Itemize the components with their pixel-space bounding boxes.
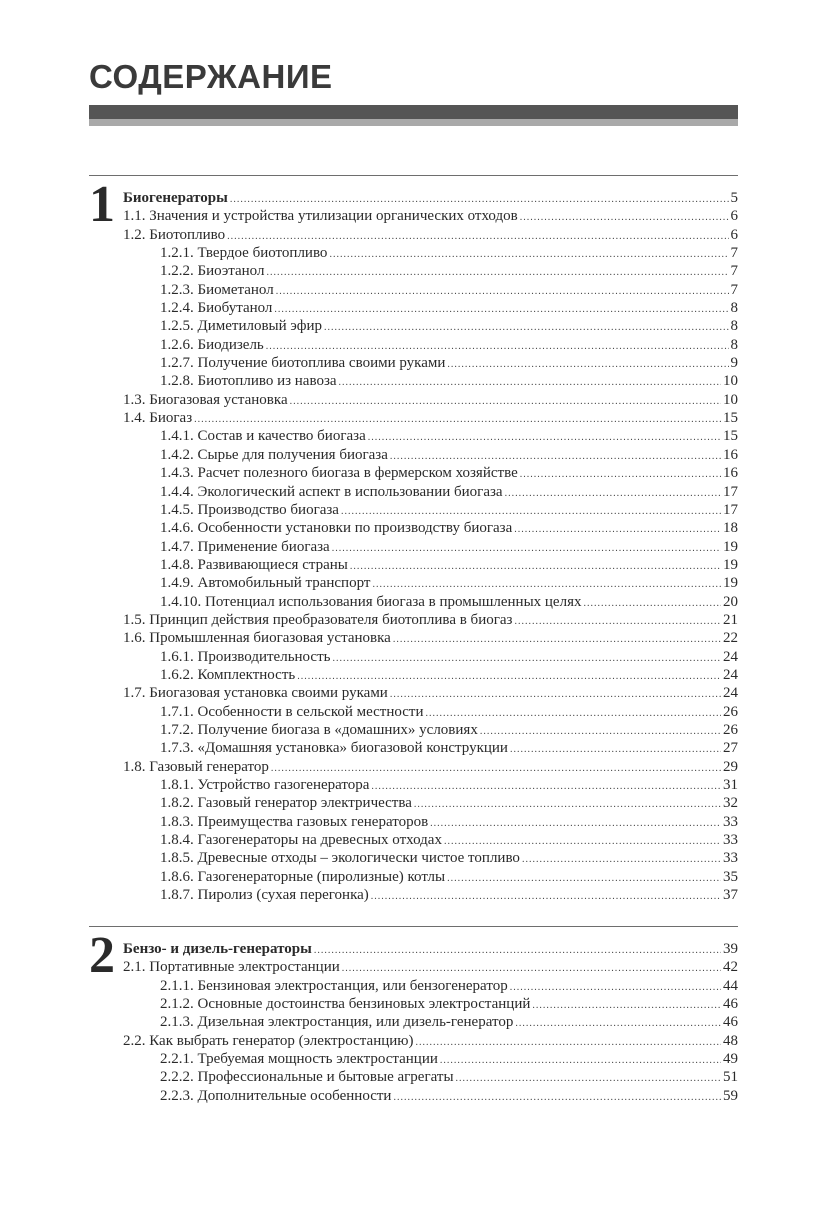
chapter-section [89,175,738,905]
toc-entry[interactable] [123,958,738,976]
dot-leader [510,979,721,997]
toc-entry-title: 2.2.1. Требуемая мощность электростанции [160,1051,438,1068]
dot-leader [440,1052,721,1070]
toc-entry-page: 37 [723,887,738,904]
toc-entry-page: 8 [730,336,738,353]
dot-leader [532,997,721,1015]
toc-entry[interactable] [123,868,738,886]
chapter-section [89,926,738,1116]
dot-leader [290,393,721,411]
toc-entry[interactable] [123,281,738,299]
toc-entry-title: 1.2.1. Твердое биотопливо [160,245,328,262]
toc-entry-page: 20 [723,593,738,610]
toc-entry-title: 1.2.8. Биотопливо из навоза [160,373,337,390]
toc-entry-title: 1.8.5. Древесные отходы – экологически чистое топливо [160,850,520,867]
toc-entry[interactable] [123,372,738,390]
toc-entry[interactable] [123,977,738,995]
toc-entry-page: 17 [723,501,738,518]
toc-entry-page: 33 [723,813,738,830]
toc-entry-page: 26 [723,703,738,720]
dot-leader [583,595,721,613]
toc-entry[interactable] [123,244,738,262]
dot-leader [390,686,721,704]
toc-entry[interactable] [123,703,738,721]
toc-entry-title: 1.4.5. Производство биогаза [160,501,339,518]
chapter-number: 2 [89,927,115,984]
toc-entry[interactable] [123,391,738,409]
toc-entry-title: 2.1.2. Основные достоинства бензиновых электростанций [160,996,531,1013]
toc-entry[interactable] [123,611,738,629]
chapter-heading-entry[interactable] [123,940,738,958]
toc-entry-title: 1.4.1. Состав и качество биогаза [160,428,366,445]
toc-entry[interactable] [123,483,738,501]
toc-entry-title: 2.1.1. Бензиновая электростанция, или бензогенератор [160,977,508,994]
toc-entry-title: 1.3. Биогазовая установка [123,391,288,408]
dot-leader [505,485,721,503]
dot-leader [514,613,721,631]
toc-entry-title: 1.1. Значения и устройства утилизации органических отходов [123,208,518,225]
toc-entry[interactable] [123,813,738,831]
dot-leader [329,246,728,264]
toc-entry[interactable] [123,446,738,464]
dot-leader [371,888,721,906]
toc-entry-title: 1.7. Биогазовая установка своими руками [123,685,388,702]
dot-leader [333,650,722,668]
toc-entry[interactable] [123,739,738,757]
toc-entry-title: 1.8.7. Пиролиз (сухая перегонка) [160,887,369,904]
toc-entry-page: 10 [723,391,738,408]
toc-entry-page: 9 [730,355,738,372]
toc-entry[interactable] [123,427,738,445]
toc-entry-page: 21 [723,611,738,628]
toc-entry-page: 22 [723,630,738,647]
toc-entry[interactable] [123,629,738,647]
toc-entry-title: 1.8. Газовый генератор [123,758,269,775]
toc-entry-page: 59 [723,1087,738,1104]
toc-entry-page: 42 [723,959,738,976]
toc-entry-title: 2.2.2. Профессиональные и бытовые агрегаты [160,1069,454,1086]
toc-entry-page: 44 [723,977,738,994]
dot-leader [332,540,721,558]
toc-entry-page: 51 [723,1069,738,1086]
toc-entry[interactable] [123,299,738,317]
toc-entry-title: 1.4.10. Потенциал использования биогаза в промышленных целях [160,593,582,610]
dot-leader [276,283,729,301]
dot-leader [371,778,721,796]
dot-leader [314,942,721,960]
toc-entry-page: 19 [723,538,738,555]
toc-entry-page: 19 [723,575,738,592]
dot-leader [266,264,728,282]
toc-entry-title: 1.2. Биотопливо [123,226,226,243]
toc-entry-list [123,189,738,904]
toc-entry-page: 33 [723,850,738,867]
toc-entry-title: 1.2.3. Биометанол [160,281,274,298]
dot-leader [447,870,721,888]
toc-entry-page: 15 [723,428,738,445]
toc-entry-title: 1.7.3. «Домашняя установка» биогазовой конструкции [160,740,508,757]
toc-entry[interactable] [123,519,738,537]
toc-entry[interactable] [123,684,738,702]
dot-leader [520,209,729,227]
toc-entry[interactable] [123,354,738,372]
toc-entry-page: 16 [723,465,738,482]
toc-entry-title: 1.4.4. Экологический аспект в использовании биогаза [160,483,503,500]
toc-entry-page: 39 [723,941,738,957]
toc-entry-page: 8 [730,300,738,317]
toc-entry-title: 1.8.3. Преимущества газовых генераторов [160,813,429,830]
dot-leader [368,429,721,447]
toc-entry[interactable] [123,317,738,335]
toc-entry[interactable] [123,794,738,812]
toc-entry-page: 6 [730,208,738,225]
toc-entry[interactable] [123,648,738,666]
toc-entry-title: 1.4. Биогаз [123,410,193,427]
toc-entry-page: 48 [723,1032,738,1049]
dot-leader [522,851,721,869]
dot-leader [324,319,728,337]
toc-entry-page: 10 [723,373,738,390]
toc-entry-page: 46 [723,1014,738,1031]
toc-entry-page: 35 [723,868,738,885]
toc-entry[interactable] [123,464,738,482]
toc-entry-page: 27 [723,740,738,757]
title-underline-light [89,119,738,126]
toc-entry-page: 26 [723,721,738,738]
toc-entry-page: 33 [723,832,738,849]
toc-entry[interactable] [123,556,738,574]
dot-leader [447,356,728,374]
chapter-divider [89,175,738,176]
toc-entry-title: 2.1. Портативные электростанции [123,959,340,976]
toc-entry-title: 1.4.2. Сырье для получения биогаза [160,446,388,463]
toc-entry-page: 17 [723,483,738,500]
dot-leader [339,374,721,392]
toc-entry-title: 1.6.1. Производительность [160,648,331,665]
dot-leader [350,558,721,576]
toc-entry[interactable] [123,995,738,1013]
dot-leader [393,631,721,649]
toc-entry[interactable] [123,721,738,739]
toc-entry[interactable] [123,886,738,904]
toc-entry-title: Биогенераторы [123,190,228,206]
toc-entry-page: 24 [723,685,738,702]
toc-entry-page: 6 [730,226,738,243]
toc-entry[interactable] [123,226,738,244]
toc-entry-title: 1.8.6. Газогенераторные (пиролизные) котлы [160,868,446,885]
dot-leader [456,1070,721,1088]
toc-entry[interactable] [123,758,738,776]
toc-entry-title: 1.4.8. Развивающиеся страны [160,556,348,573]
toc-entry-page: 7 [730,263,738,280]
title-underline-dark [89,105,738,119]
toc-entry[interactable] [123,262,738,280]
toc-entry[interactable] [123,1068,738,1086]
toc-entry-title: 1.4.9. Автомобильный транспорт [160,575,371,592]
chapter-number: 1 [89,176,115,233]
dot-leader [430,815,721,833]
toc-entry-title: 1.6.2. Комплектность [160,666,296,683]
toc-entry-page: 5 [730,190,738,206]
chapter-divider [89,926,738,927]
toc-entry[interactable] [123,207,738,225]
toc-entry-title: 1.5. Принцип действия преобразователя биотоплива в биогаз [123,611,513,628]
toc-entry-title: 1.2.4. Биобутанол [160,300,273,317]
toc-entry-title: Бензо- и дизель-генераторы [123,941,312,957]
toc-entry-page: 31 [723,777,738,793]
toc-entry-page: 24 [723,666,738,683]
toc-entry-title: 1.6. Промышленная биогазовая установка [123,630,391,647]
toc-entry-page: 19 [723,556,738,573]
toc-entry[interactable] [123,1032,738,1050]
chapter-heading-entry[interactable] [123,189,738,207]
dot-leader [514,521,721,539]
toc-entry-title: 1.7.2. Получение биогаза в «домашних» условиях [160,721,478,738]
toc-entry[interactable] [123,776,738,794]
toc-entry[interactable] [123,1050,738,1068]
toc-entry-page: 16 [723,446,738,463]
toc-entry-title: 1.8.4. Газогенераторы на древесных отходах [160,832,442,849]
toc-entry-title: 1.2.5. Диметиловый эфир [160,318,323,335]
toc-entry[interactable] [123,538,738,556]
toc-entry[interactable] [123,1087,738,1105]
page-title: СОДЕРЖАНИЕ [89,58,333,95]
toc-entry-page: 15 [723,410,738,427]
toc-entry-page: 32 [723,795,738,812]
dot-leader [515,1015,721,1033]
toc-entry[interactable] [123,831,738,849]
toc-entry[interactable] [123,1013,738,1031]
toc-entry-page: 29 [723,758,738,775]
toc-entry-list [123,940,738,1105]
toc-entry-title: 2.1.3. Дизельная электростанция, или дизель-генератор [160,1014,514,1031]
toc-entry-page: 7 [730,281,738,298]
toc-entry[interactable] [123,849,738,867]
toc-entry[interactable] [123,501,738,519]
toc-entry-title: 1.8.2. Газовый генератор электричества [160,795,412,812]
toc-entry-title: 1.8.1. Устройство газогенератора [160,777,370,793]
toc-entry-title: 1.2.7. Получение биотоплива своими руками [160,355,446,372]
dot-leader [414,796,721,814]
dot-leader [510,741,721,759]
toc-entry-page: 18 [723,520,738,537]
toc-entry-page: 46 [723,996,738,1013]
toc-entry-title: 1.4.6. Особенности установки по производству биогаза [160,520,513,537]
toc-entry-page: 8 [730,318,738,335]
toc-entry[interactable] [123,593,738,611]
toc-entry[interactable] [123,409,738,427]
dot-leader [520,466,721,484]
toc-entry[interactable] [123,336,738,354]
toc-entry-title: 1.4.7. Применение биогаза [160,538,330,555]
toc-entry-title: 1.2.6. Биодизель [160,336,264,353]
toc-entry-page: 24 [723,648,738,665]
dot-leader [415,1034,721,1052]
toc-entry-title: 1.7.1. Особенности в сельской местности [160,703,424,720]
dot-leader [480,723,721,741]
toc-entry-page: 49 [723,1051,738,1068]
toc-entry-title: 1.4.3. Расчет полезного биогаза в фермерском хозяйстве [160,465,518,482]
toc-entry-title: 2.2.3. Дополнительные особенности [160,1087,392,1104]
toc-entry[interactable] [123,574,738,592]
toc-entry-title: 2.2. Как выбрать генератор (электростанцию) [123,1032,414,1049]
toc-entry-title: 1.2.2. Биоэтанол [160,263,265,280]
dot-leader [393,1089,721,1107]
toc-entry[interactable] [123,666,738,684]
toc-entry-page: 7 [730,245,738,262]
dot-leader [274,301,728,319]
